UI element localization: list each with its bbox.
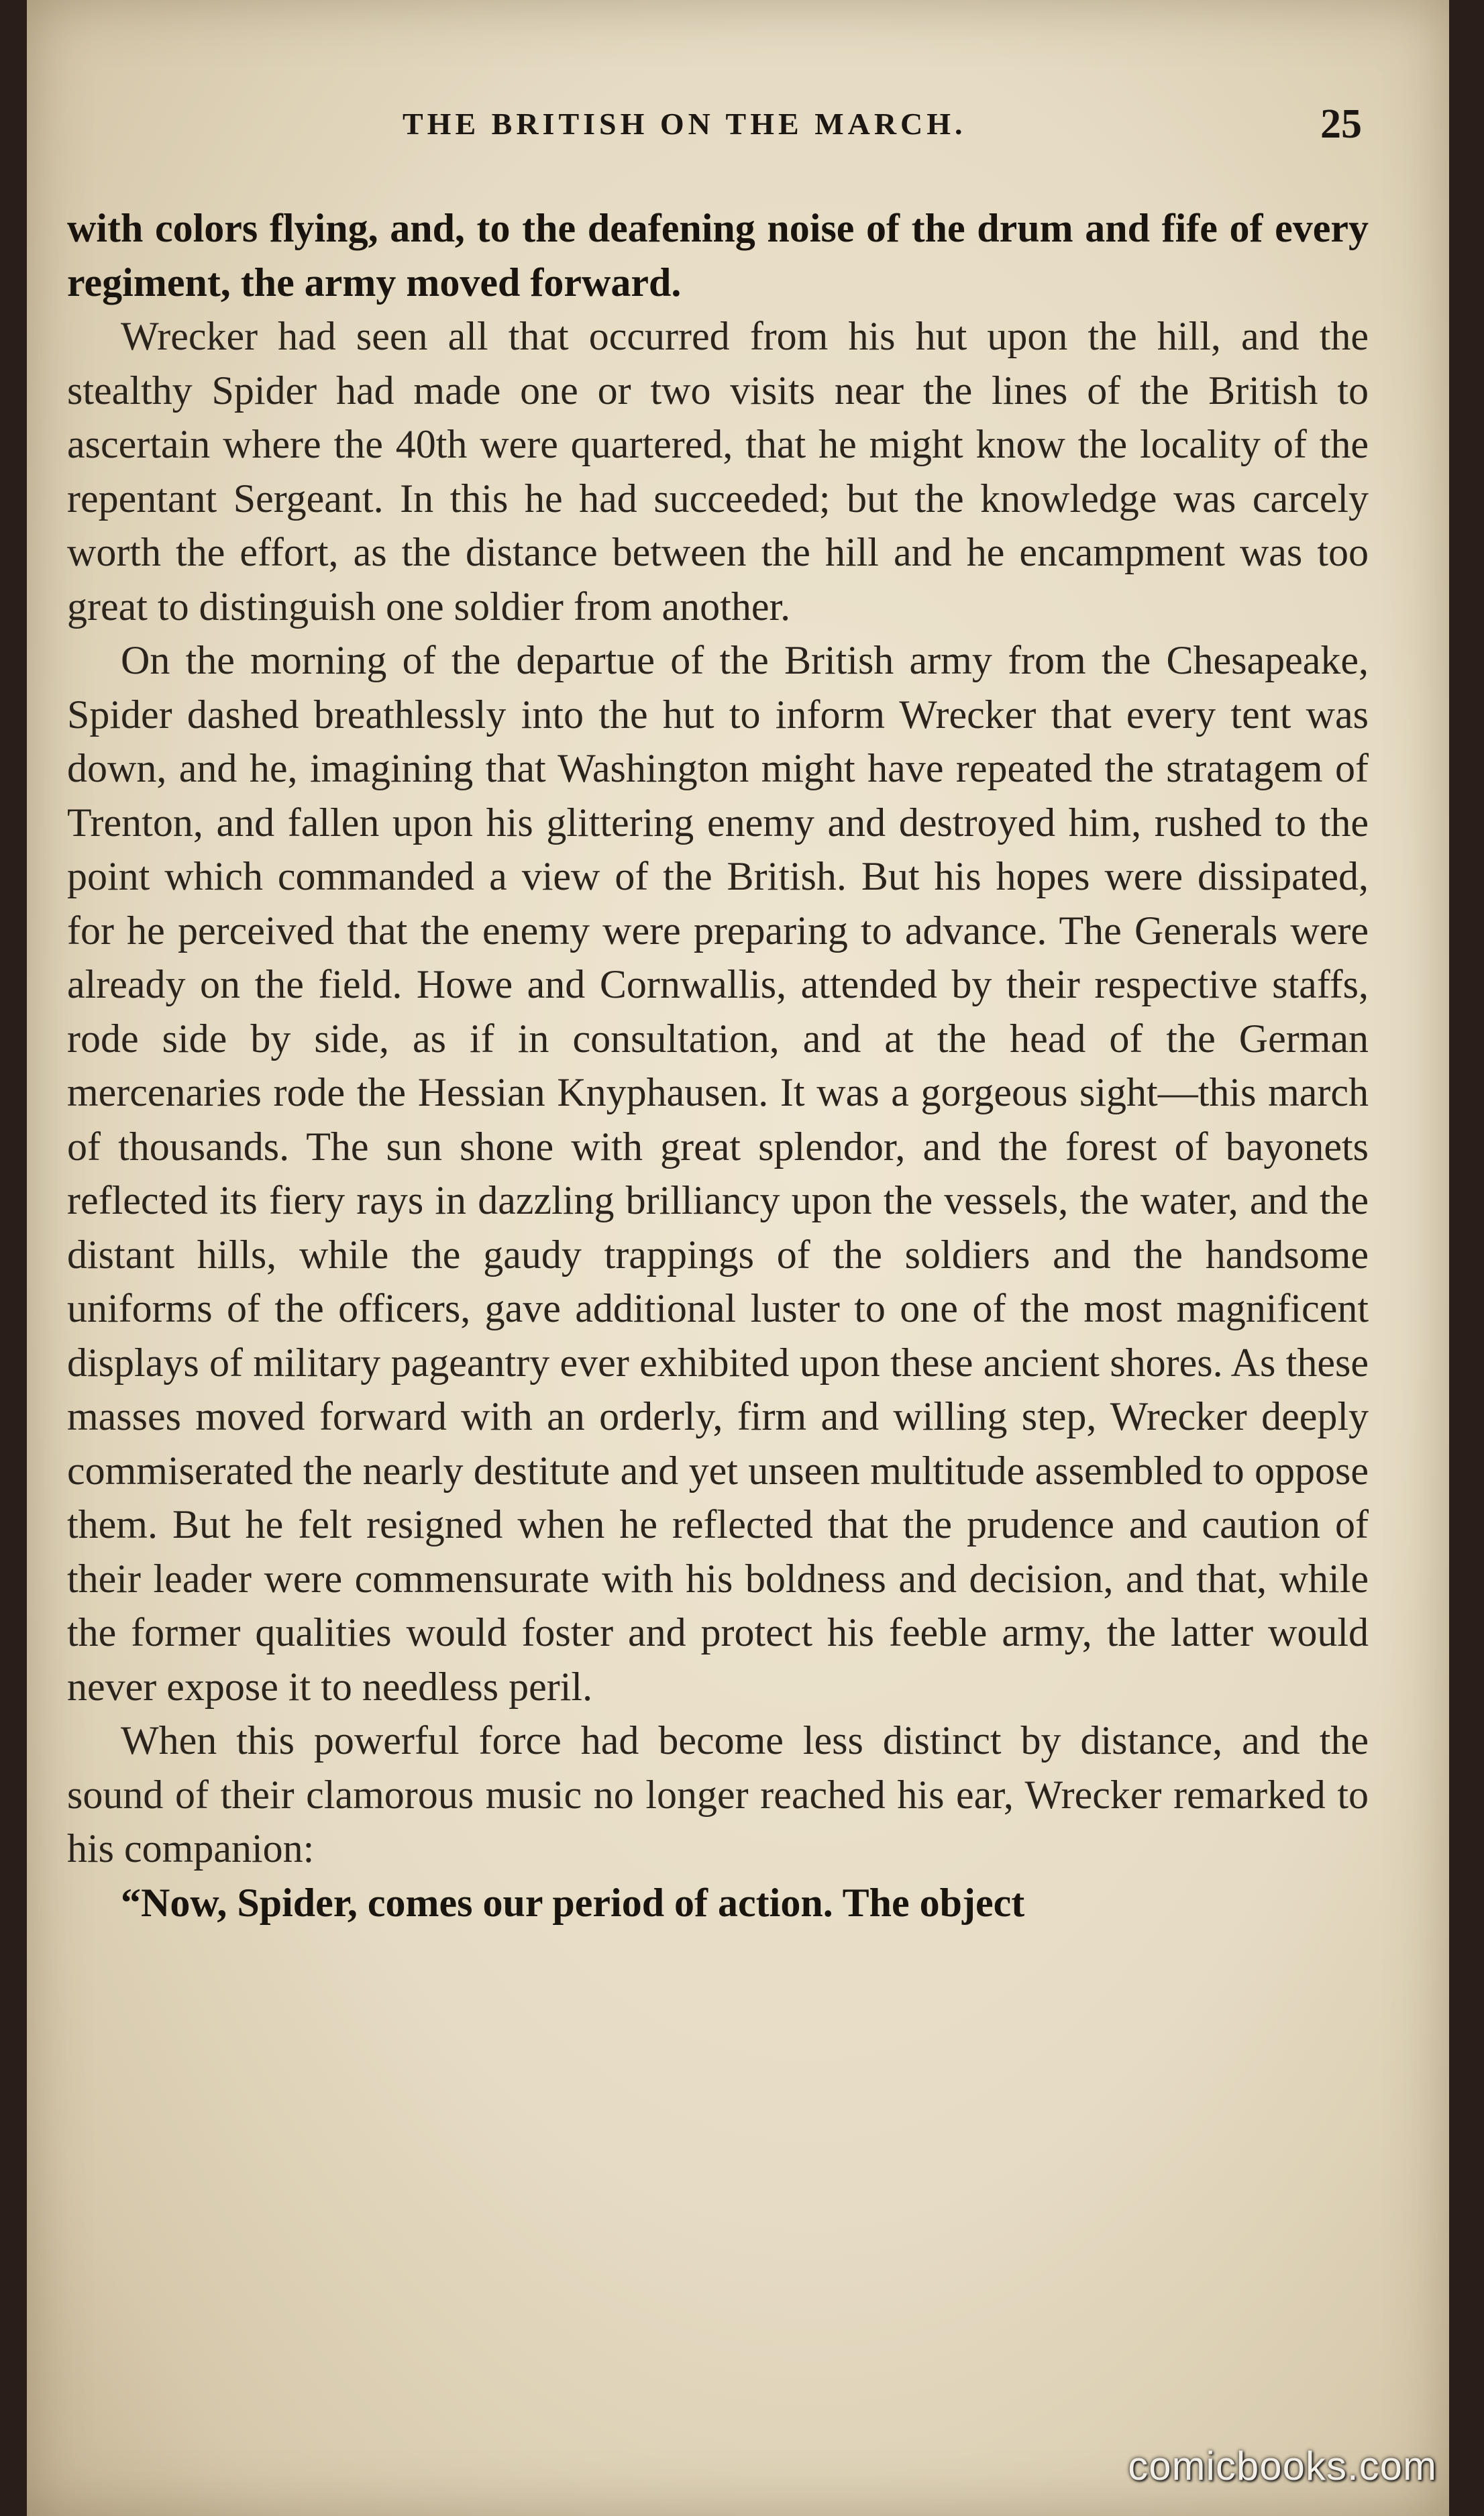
paragraph-dialogue: “Now, Spider, comes our period of action. The object <box>121 1880 1025 1925</box>
paragraph-departure: On the morning of the departue of the British army from the Chesapeake, Spider dashed breathlessly into the hut to inform Wrecker that every tent was down, and he, imagining that Washington might have repeated the stratagem of Trenton, and fallen upon his glittering enemy and destroyed him, rushed to the point which commanded a view of the British. But his hopes were dissipated, for he perceived that the enemy were preparing to advance. The Generals were already on the field. Howe and Cornwallis, attended by their respective staffs, rode side by side, as if in consultation, and at the head of the German mercenaries rode the Hessian Knyphausen. It was a gorgeous sight—this march of thousands. The sun shone with great splendor, and the forest of bayonets reflected its fiery rays in dazzling brilliancy upon the vessels, the water, and the distant hills, while the gaudy trappings of the soldiers and the handsome uniforms of the officers, gave additional luster to one of the most magnificent displays of military pageantry ever exhibited upon these ancient shores. As these masses moved forward with an orderly, firm and willing step, Wrecker deeply commiserated the nearly destitute and yet unseen multitude assembled to oppose them. But he felt resigned when he reflected that the prudence and caution of their leader were commensurate with his boldness and decision, and that, while the former qualities would foster and protect his feeble army, the latter would never expose it to needless peril. <box>67 638 1369 1709</box>
paragraph-continuation: with colors flying, and, to the deafening noise of the drum and fife of every regiment, the army moved forward. <box>67 206 1369 305</box>
body-text <box>67 201 1369 1930</box>
book-page <box>27 0 1449 2516</box>
watermark: comicbooks.com <box>1128 2444 1437 2488</box>
page-number: 25 <box>1320 101 1362 147</box>
running-head <box>27 101 1449 154</box>
paragraph-distance: When this powerful force had become less distinct by distance, and the sound of their clamorous music no longer reached his ear, Wrecker remarked to his companion: <box>67 1718 1369 1871</box>
paragraph-wrecker-hut: Wrecker had seen all that occurred from his hut upon the hill, and the stealthy Spider had made one or two visits near the lines of the British to ascertain where the 40th were quartered, that he might know the locality of the repentant Sergeant. In this he had succeeded; but the knowledge was carcely worth the effort, as the distance between the hill and he encampment was too great to distinguish one soldier from another. <box>67 314 1369 629</box>
running-title: THE BRITISH ON THE MARCH. <box>403 107 967 141</box>
